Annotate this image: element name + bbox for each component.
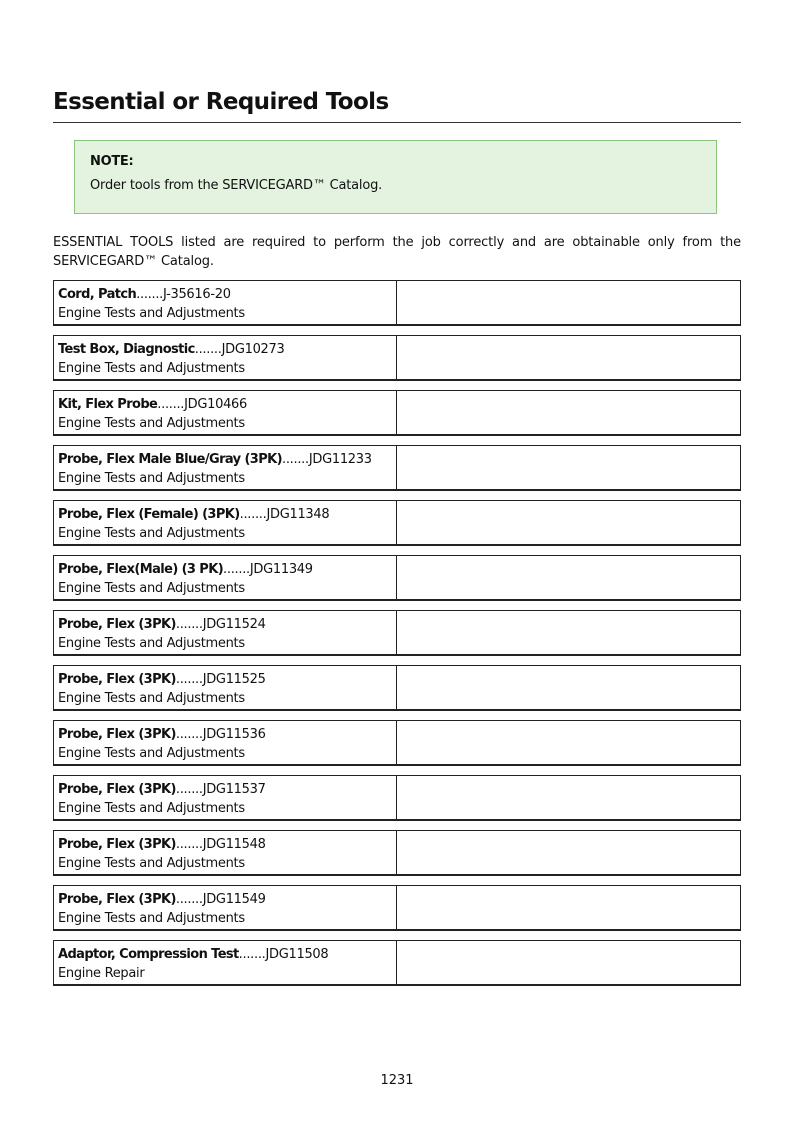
tool-name: Test Box, Diagnostic (58, 342, 195, 357)
tool-row (53, 885, 741, 931)
tool-title-line (58, 505, 396, 524)
tool-used-in: Engine Tests and Adjustments (58, 746, 245, 761)
tool-title-line (58, 340, 396, 359)
tool-name: Probe, Flex(Male) (3 PK) (58, 562, 224, 577)
tool-description-cell (54, 666, 397, 709)
tool-image-cell (397, 941, 740, 984)
tool-title-line (58, 395, 396, 414)
tool-name: Probe, Flex (3PK) (58, 892, 176, 907)
tool-title-line (58, 835, 396, 854)
tool-used-in: Engine Tests and Adjustments (58, 526, 245, 541)
tool-image-cell (397, 776, 740, 819)
page-number: 1231 (380, 1073, 414, 1088)
tool-part-number: JDG11536 (202, 727, 266, 742)
tool-name: Probe, Flex (3PK) (58, 782, 176, 797)
tool-title-line (58, 945, 396, 964)
tool-part-number: JDG11524 (202, 617, 266, 632)
tool-image-cell (397, 831, 740, 874)
tool-title-line (58, 285, 396, 304)
tool-row (53, 940, 741, 986)
tool-title-line (58, 780, 396, 799)
tool-row (53, 390, 741, 436)
tool-name: Probe, Flex (3PK) (58, 727, 176, 742)
tool-used-in: Engine Tests and Adjustments (58, 306, 245, 321)
tool-part-number: JDG10466 (184, 397, 247, 412)
tool-description-cell (54, 556, 397, 599)
tool-part-number: JDG11233 (308, 452, 372, 467)
tool-image-cell (397, 721, 740, 764)
page-title: Essential or Required Tools (53, 89, 389, 115)
tool-image-cell (397, 391, 740, 434)
tool-title-line (58, 670, 396, 689)
tool-part-number: J-35616-20 (163, 287, 231, 302)
tool-description-cell (54, 446, 397, 489)
tool-leader: ....... (175, 727, 203, 742)
tools-list (53, 280, 741, 995)
tool-row (53, 445, 741, 491)
tool-leader: ....... (175, 892, 203, 907)
tool-row (53, 775, 741, 821)
tool-title-line (58, 450, 396, 469)
tool-part-number: JDG11549 (202, 892, 266, 907)
tool-part-number: JDG11525 (202, 672, 266, 687)
tool-row (53, 555, 741, 601)
tool-title-line (58, 615, 396, 634)
tool-part-number: JDG11349 (249, 562, 313, 577)
tool-name: Probe, Flex (3PK) (58, 837, 176, 852)
tool-used-in: Engine Repair (58, 966, 145, 981)
tool-image-cell (397, 886, 740, 929)
tool-name: Probe, Flex Male Blue/Gray (3PK) (58, 452, 282, 467)
tool-description-cell (54, 941, 397, 984)
tool-leader: ....... (157, 397, 185, 412)
tool-row (53, 610, 741, 656)
tool-description-cell (54, 336, 397, 379)
tool-name: Probe, Flex (Female) (3PK) (58, 507, 240, 522)
tool-description-cell (54, 391, 397, 434)
tool-title-line (58, 560, 396, 579)
tool-leader: ....... (175, 617, 203, 632)
tool-description-cell (54, 721, 397, 764)
tool-image-cell (397, 281, 740, 324)
intro-paragraph: ESSENTIAL TOOLS listed are required to perform the job correctly and are obtainable only from the SERVICEGARD™ Catalog. (53, 235, 741, 269)
tool-image-cell (397, 556, 740, 599)
note-heading: NOTE: (90, 154, 134, 169)
tool-row (53, 720, 741, 766)
tool-row (53, 280, 741, 326)
tool-image-cell (397, 501, 740, 544)
note-text: Order tools from the SERVICEGARD™ Catalog. (90, 178, 383, 193)
tool-name: Probe, Flex (3PK) (58, 672, 176, 687)
tool-used-in: Engine Tests and Adjustments (58, 361, 245, 376)
tool-used-in: Engine Tests and Adjustments (58, 691, 245, 706)
tool-used-in: Engine Tests and Adjustments (58, 801, 245, 816)
tool-name: Probe, Flex (3PK) (58, 617, 176, 632)
title-divider (53, 122, 741, 123)
tool-image-cell (397, 336, 740, 379)
tool-description-cell (54, 776, 397, 819)
tool-part-number: JDG11348 (266, 507, 330, 522)
tool-description-cell (54, 501, 397, 544)
tool-name: Kit, Flex Probe (58, 397, 158, 412)
tool-description-cell (54, 281, 397, 324)
tool-description-cell (54, 886, 397, 929)
tool-used-in: Engine Tests and Adjustments (58, 911, 245, 926)
tool-leader: ....... (223, 562, 250, 577)
tool-part-number: JDG11548 (202, 837, 266, 852)
note-box (74, 140, 717, 214)
tool-row (53, 830, 741, 876)
tool-leader: ....... (239, 507, 267, 522)
tool-leader: ....... (175, 837, 203, 852)
tool-row (53, 500, 741, 546)
tool-row (53, 335, 741, 381)
tool-name: Cord, Patch (58, 287, 137, 302)
tool-name: Adaptor, Compression Test (58, 947, 239, 962)
tool-used-in: Engine Tests and Adjustments (58, 856, 245, 871)
tool-image-cell (397, 611, 740, 654)
tool-used-in: Engine Tests and Adjustments (58, 416, 245, 431)
tool-leader: ....... (194, 342, 222, 357)
tool-used-in: Engine Tests and Adjustments (58, 471, 245, 486)
tool-part-number: JDG10273 (221, 342, 285, 357)
tool-image-cell (397, 446, 740, 489)
tool-part-number: JDG11537 (202, 782, 266, 797)
tool-title-line (58, 725, 396, 744)
tool-image-cell (397, 666, 740, 709)
tool-leader: ....... (282, 452, 309, 467)
tool-leader: ....... (175, 672, 203, 687)
tool-used-in: Engine Tests and Adjustments (58, 636, 245, 651)
tool-leader: ....... (136, 287, 164, 302)
tool-row (53, 665, 741, 711)
tool-leader: ....... (238, 947, 266, 962)
tool-title-line (58, 890, 396, 909)
tool-used-in: Engine Tests and Adjustments (58, 581, 245, 596)
tool-description-cell (54, 831, 397, 874)
tool-leader: ....... (175, 782, 203, 797)
tool-part-number: JDG11508 (265, 947, 329, 962)
tool-description-cell (54, 611, 397, 654)
